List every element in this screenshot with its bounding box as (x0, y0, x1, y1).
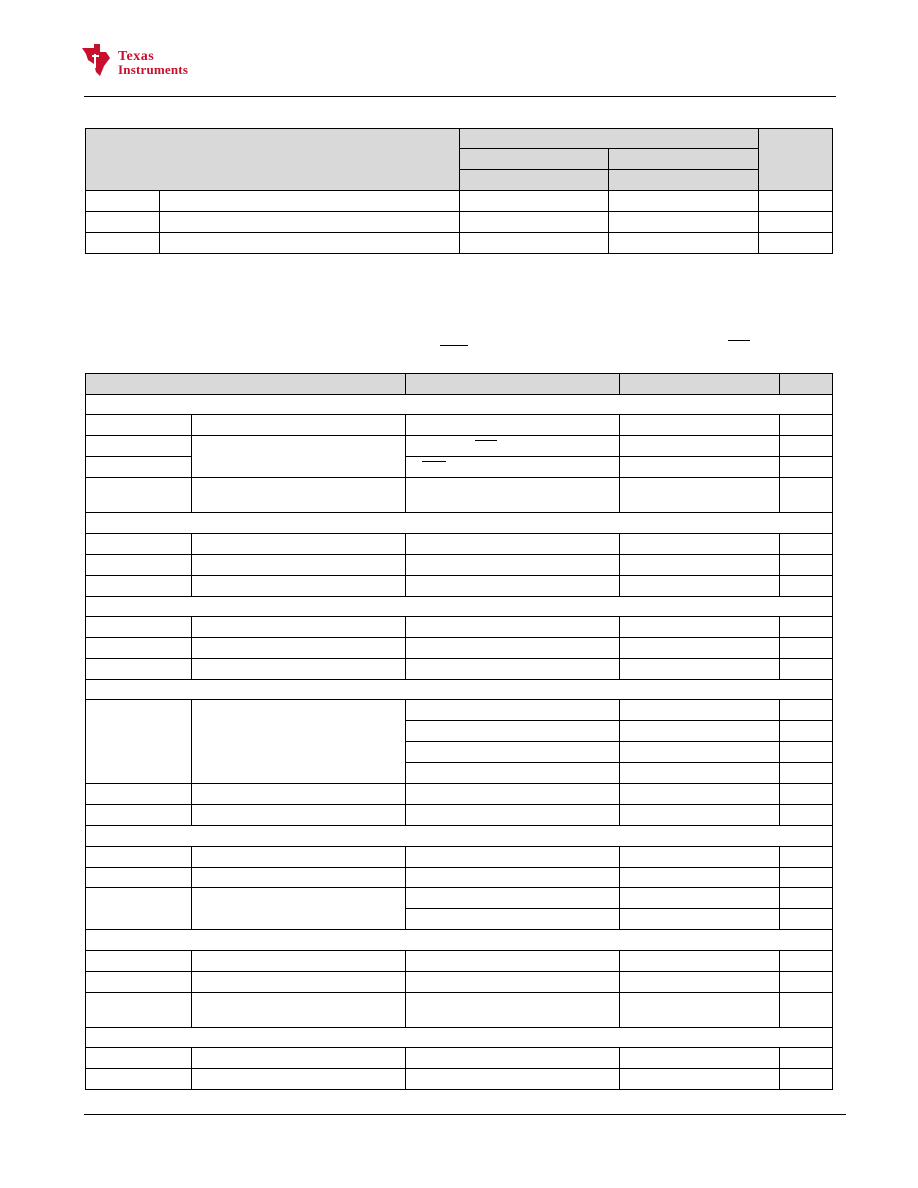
section-row (86, 1028, 833, 1048)
overline-mark (728, 340, 750, 341)
table-row (86, 868, 833, 888)
table2-header-conditions (406, 374, 620, 395)
table-2 (85, 373, 833, 1090)
section-row (86, 597, 833, 617)
ti-logo-icon (80, 42, 116, 78)
table-row (86, 700, 833, 721)
header-rule (84, 96, 836, 97)
section-row (86, 930, 833, 951)
section-row (86, 680, 833, 700)
table-row (86, 1069, 833, 1090)
table2-header-values (620, 374, 780, 395)
table2-header-unit (780, 374, 833, 395)
table-row (86, 191, 833, 212)
ti-logo (80, 42, 240, 82)
logo-line-1: Texas (118, 49, 155, 64)
table-row (86, 847, 833, 868)
table-row (86, 415, 833, 436)
section-row (86, 513, 833, 534)
overline-mark (422, 461, 446, 462)
table-row (86, 233, 833, 254)
overline-mark (475, 440, 497, 441)
table-row (86, 555, 833, 576)
table1-header-unit (759, 129, 833, 191)
table-row (86, 888, 833, 909)
logo-line-2: Instruments (118, 62, 189, 77)
table2-header-parameter (86, 374, 406, 395)
table-row (86, 534, 833, 555)
table-row (86, 805, 833, 826)
table1-header-sub-3 (460, 170, 609, 191)
table-row (86, 478, 833, 513)
table-row (86, 951, 833, 972)
table-row (86, 436, 833, 457)
logo-wordmark (118, 50, 188, 76)
section-row (86, 395, 833, 415)
table1-header-sub-1 (460, 149, 609, 170)
table-row (86, 784, 833, 805)
table-row (86, 972, 833, 993)
table1-header-parameter (86, 129, 460, 191)
table1-header-sub-4 (609, 170, 759, 191)
table-row (86, 212, 833, 233)
table-row (86, 638, 833, 659)
table-1 (85, 128, 833, 254)
table-row (86, 576, 833, 597)
table-row (86, 659, 833, 680)
table-row (86, 993, 833, 1028)
table1-header-group (460, 129, 759, 149)
table-row (86, 1048, 833, 1069)
table-row (86, 617, 833, 638)
overline-mark (440, 345, 468, 346)
table1-header-sub-2 (609, 149, 759, 170)
section-row (86, 826, 833, 847)
footer-rule (84, 1114, 846, 1115)
